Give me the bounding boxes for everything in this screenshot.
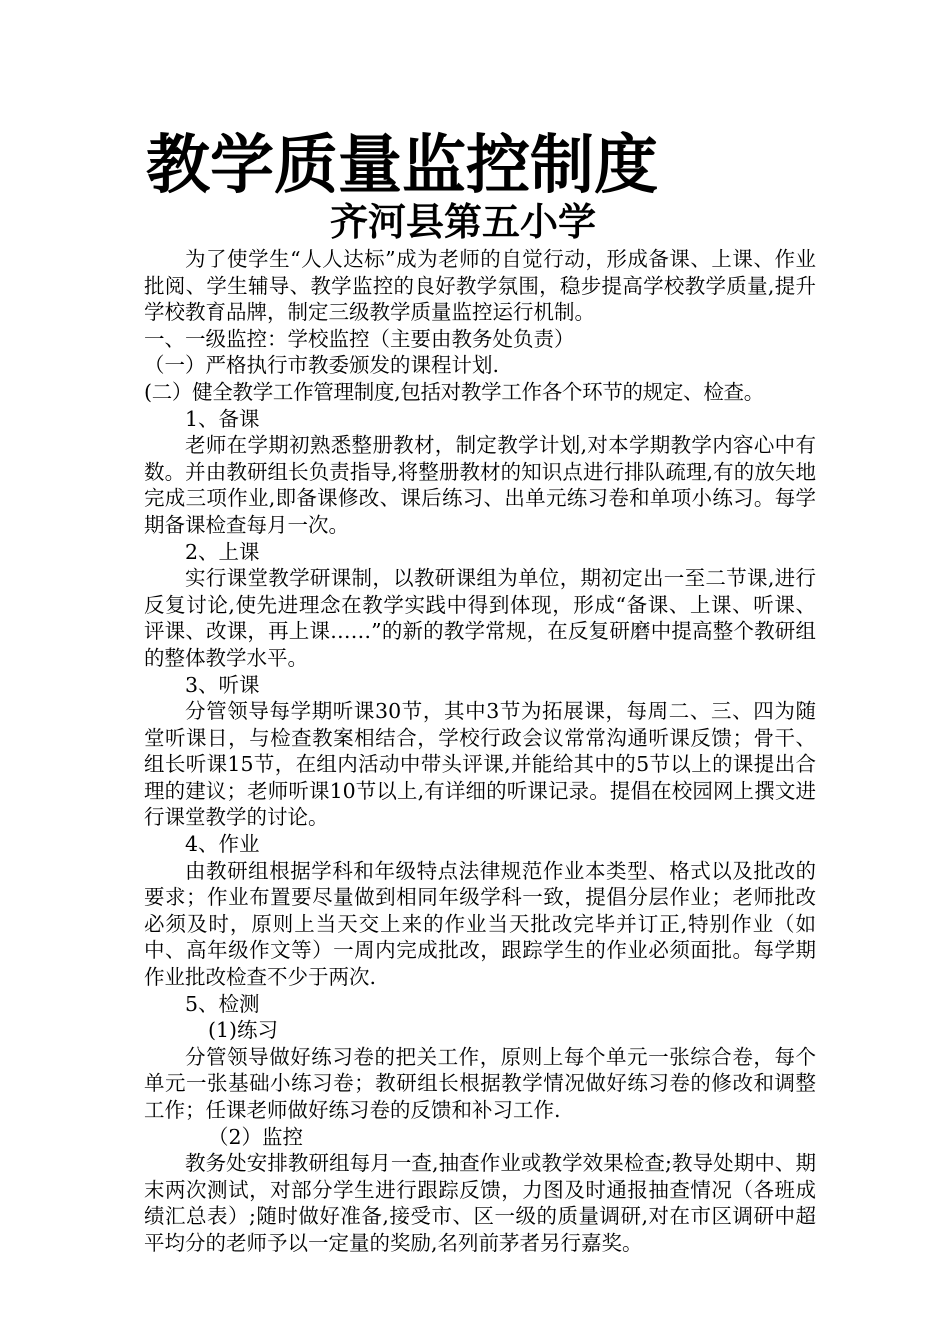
subsection-heading-one: （一）严格执行市教委颁发的课程计划. [144, 353, 500, 378]
section-heading-level-one: 一、一级监控：学校监控（主要由教务处负责） [144, 326, 575, 351]
sub-heading-practice: (1)练习 [208, 1018, 279, 1043]
paragraph-monitoring: 教务处安排教研组每月一查,抽查作业或教学效果检查;教导处期中、期末两次测试，对部分学生进行跟踪反馈，力图及时通报抽查情况（各班成绩汇总表）;随时做好准备,接受市、区一级的质量调研,对在市区调研中超平均分的老师予以一定量的奖励,名列前茅者另行嘉奖。 [144, 1151, 816, 1255]
paragraph-homework: 由教研组根据学科和年级特点法律规范作业本类型、格式以及批改的要求；作业布置要尽量做到相同年级学科一致，提倡分层作业；老师批改必须及时，原则上当天交上来的作业当天批改完毕并订正,特别作业（如中、高年级作文等）一周内完成批改，跟踪学生的作业必须面批。每学期作业批改检查不少于两次. [144, 858, 816, 990]
item-heading-homework: 4、作业 [185, 832, 260, 857]
paragraph-observation: 分管领导每学期听课30节，其中3节为拓展课，每周二、三、四为随堂听课日，与检查教案相结合，学校行政会议常常沟通听课反馈；骨干、组长听课15节，在组内活动中带头评课,并能给其中的5节以上的课提出合理的建议；老师听课10节以上,有详细的听课记录。提倡在校园网上撰文进行课堂教学的讨论。 [144, 699, 816, 830]
sub-heading-monitoring: （2）监控 [208, 1124, 304, 1149]
subsection-heading-two: (二）健全教学工作管理制度,包括对教学工作各个环节的规定、检查。 [144, 379, 764, 404]
item-heading-testing: 5、检测 [185, 991, 260, 1016]
document-title: 教学质量监控制度 [146, 128, 658, 203]
school-name: 齐河县第五小学 [330, 199, 597, 244]
paragraph-practice: 分管领导做好练习卷的把关工作，原则上每个单元一张综合卷，每个单元一张基础小练习卷；教研组长根据教学情况做好练习卷的修改和调整工作；任课老师做好练习卷的反馈和补习工作. [144, 1044, 816, 1122]
item-heading-lesson-prep: 1、备课 [185, 406, 260, 431]
intro-paragraph: 为了使学生“人人达标”成为老师的自觉行动，形成备课、上课、作业批阅、学生辅导、教学监控的良好教学氛围，稳步提高学校教学质量,提升学校教育品牌，制定三级教学质量监控运行机制。 [144, 247, 816, 325]
document-body [144, 246, 816, 1257]
paragraph-lesson-prep: 老师在学期初熟悉整册教材，制定教学计划,对本学期教学内容心中有数。并由教研组长负责指导,将整册教材的知识点进行排队疏理,有的放矢地完成三项作业,即备课修改、课后练习、出单元练习卷和单项小练习。每学期备课检查每月一次。 [144, 433, 816, 537]
paragraph-teaching: 实行课堂教学研课制，以教研课组为单位，期初定出一至二节课,进行反复讨论,使先进理念在教学实践中得到体现，形成“备课、上课、听课、评课、改课，再上课……”的新的教学常规，在反复研磨中提高整个教研组的整体教学水平。 [144, 566, 816, 670]
item-heading-observation: 3、听课 [185, 672, 260, 697]
item-heading-teaching: 2、上课 [185, 539, 260, 564]
